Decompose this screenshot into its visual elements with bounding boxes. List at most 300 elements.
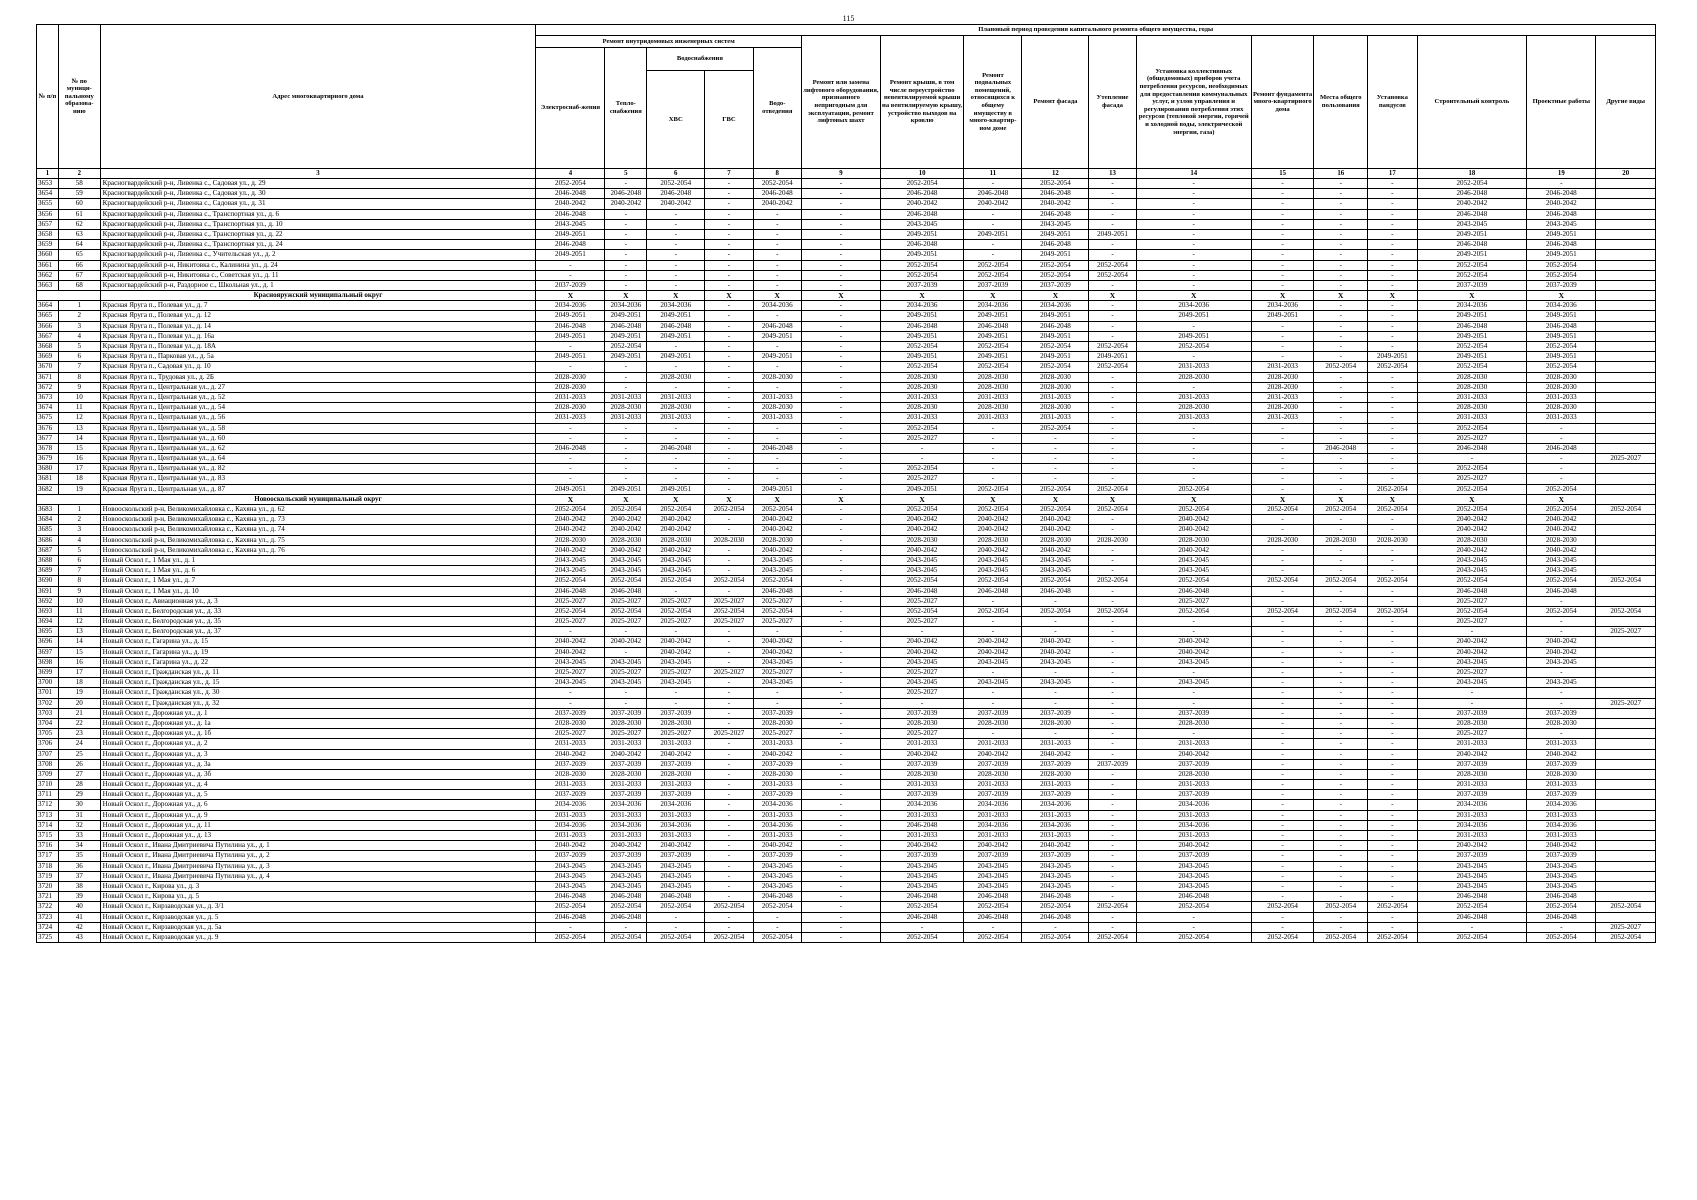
period-cell: - bbox=[1251, 566, 1314, 576]
period-cell: - bbox=[1368, 240, 1417, 250]
period-cell: - bbox=[605, 362, 647, 372]
table-row bbox=[37, 321, 1656, 331]
period-cell: 2028-2030 bbox=[964, 718, 1022, 728]
period-cell: - bbox=[1368, 301, 1417, 311]
address-cell: Новый Оскол г., Гражданская ул., д. 32 bbox=[100, 698, 536, 708]
period-cell: 2034-2036 bbox=[964, 301, 1022, 311]
period-cell: - bbox=[964, 617, 1022, 627]
period-cell: - bbox=[605, 270, 647, 280]
period-cell: 2052-2054 bbox=[1368, 505, 1417, 515]
period-cell: 2028-2030 bbox=[1417, 403, 1527, 413]
period-cell: - bbox=[1089, 729, 1136, 739]
period-cell: 2052-2054 bbox=[1089, 606, 1136, 616]
period-cell: - bbox=[1368, 555, 1417, 565]
period-cell: - bbox=[705, 342, 753, 352]
period-cell: 2043-2045 bbox=[1022, 555, 1089, 565]
period-cell: 2046-2048 bbox=[964, 321, 1022, 331]
period-cell: 2034-2036 bbox=[753, 820, 801, 830]
period-cell: 2037-2039 bbox=[536, 280, 605, 290]
column-number: 3 bbox=[100, 169, 536, 179]
period-cell: 2025-2027 bbox=[705, 617, 753, 627]
row-number: 3701 bbox=[37, 688, 59, 698]
row-number: 3669 bbox=[37, 352, 59, 362]
period-cell: - bbox=[1089, 749, 1136, 759]
period-cell: - bbox=[647, 698, 705, 708]
section-x-mark: X bbox=[801, 494, 880, 504]
municipal-number: 23 bbox=[58, 729, 100, 739]
municipal-number: 9 bbox=[58, 382, 100, 392]
period-cell: 2028-2030 bbox=[1417, 718, 1527, 728]
period-cell bbox=[1596, 362, 1656, 372]
period-cell: 2052-2054 bbox=[964, 362, 1022, 372]
period-cell: 2052-2054 bbox=[1417, 270, 1527, 280]
period-cell: 2046-2048 bbox=[1527, 443, 1596, 453]
period-cell: - bbox=[1136, 627, 1251, 637]
section-x-mark: X bbox=[801, 291, 880, 301]
period-cell: - bbox=[647, 627, 705, 637]
period-cell: - bbox=[1314, 922, 1368, 932]
period-cell: 2028-2030 bbox=[647, 403, 705, 413]
period-cell: - bbox=[1136, 270, 1251, 280]
period-cell: - bbox=[801, 759, 880, 769]
period-cell: 2037-2039 bbox=[1022, 851, 1089, 861]
period-cell: 2049-2051 bbox=[1417, 229, 1527, 239]
period-cell: - bbox=[1314, 871, 1368, 881]
row-number: 3658 bbox=[37, 229, 59, 239]
period-cell: 2049-2051 bbox=[605, 331, 647, 341]
section-x-mark: X bbox=[880, 494, 963, 504]
table-row bbox=[37, 688, 1656, 698]
period-cell: - bbox=[1251, 443, 1314, 453]
period-cell: - bbox=[605, 627, 647, 637]
period-cell: - bbox=[1089, 871, 1136, 881]
period-cell: 2052-2054 bbox=[1251, 606, 1314, 616]
period-cell: - bbox=[1251, 698, 1314, 708]
period-cell: 2031-2033 bbox=[964, 392, 1022, 402]
period-cell: - bbox=[705, 881, 753, 891]
period-cell: - bbox=[705, 240, 753, 250]
section-x-mark: X bbox=[1527, 291, 1596, 301]
period-cell bbox=[1596, 912, 1656, 922]
column-number: 5 bbox=[605, 169, 647, 179]
period-cell: - bbox=[880, 922, 963, 932]
period-cell: 2031-2033 bbox=[647, 780, 705, 790]
period-cell: 2031-2033 bbox=[1136, 362, 1251, 372]
period-cell: - bbox=[1314, 179, 1368, 189]
page-number: 115 bbox=[842, 14, 855, 23]
period-cell: 2031-2033 bbox=[536, 392, 605, 402]
period-cell: - bbox=[753, 342, 801, 352]
period-cell: 2043-2045 bbox=[1527, 881, 1596, 891]
period-cell: 2052-2054 bbox=[647, 902, 705, 912]
period-cell: 2052-2054 bbox=[964, 932, 1022, 942]
period-cell: - bbox=[753, 362, 801, 372]
period-cell: 2025-2027 bbox=[1417, 433, 1527, 443]
period-cell: - bbox=[1089, 311, 1136, 321]
period-cell: - bbox=[1368, 688, 1417, 698]
period-cell: - bbox=[705, 331, 753, 341]
period-cell: - bbox=[1136, 229, 1251, 239]
period-cell: - bbox=[801, 922, 880, 932]
period-cell: 2034-2036 bbox=[536, 301, 605, 311]
period-cell: - bbox=[801, 831, 880, 841]
period-cell: 2046-2048 bbox=[964, 912, 1022, 922]
period-cell: 2052-2054 bbox=[964, 606, 1022, 616]
period-cell: 2025-2027 bbox=[705, 729, 753, 739]
row-number: 3675 bbox=[37, 413, 59, 423]
period-cell: 2052-2054 bbox=[647, 576, 705, 586]
period-cell: - bbox=[705, 443, 753, 453]
period-cell: - bbox=[801, 240, 880, 250]
period-cell: 2043-2045 bbox=[1527, 566, 1596, 576]
period-cell: 2028-2030 bbox=[1251, 535, 1314, 545]
address-cell: Красногвардейский р-н, Ливенка с., Транспортная ул., д. 10 bbox=[100, 219, 536, 229]
period-cell: 2037-2039 bbox=[1527, 280, 1596, 290]
period-cell bbox=[1596, 739, 1656, 749]
period-cell: 2040-2042 bbox=[647, 647, 705, 657]
period-cell bbox=[1596, 637, 1656, 647]
period-cell: - bbox=[647, 586, 705, 596]
period-cell: 2028-2030 bbox=[605, 718, 647, 728]
period-cell: 2043-2045 bbox=[1527, 861, 1596, 871]
table-row bbox=[37, 474, 1656, 484]
period-cell: 2043-2045 bbox=[605, 657, 647, 667]
period-cell: - bbox=[536, 698, 605, 708]
table-row bbox=[37, 555, 1656, 565]
period-cell: - bbox=[801, 545, 880, 555]
table-row bbox=[37, 627, 1656, 637]
period-cell: - bbox=[964, 474, 1022, 484]
period-cell: 2052-2054 bbox=[536, 576, 605, 586]
period-cell bbox=[1596, 209, 1656, 219]
column-number: 19 bbox=[1527, 169, 1596, 179]
period-cell: 2037-2039 bbox=[605, 851, 647, 861]
period-cell: - bbox=[1368, 474, 1417, 484]
period-cell: - bbox=[605, 219, 647, 229]
period-cell: - bbox=[1251, 280, 1314, 290]
header-facade: Ремонт фасада bbox=[1022, 36, 1089, 169]
period-cell: 2049-2051 bbox=[647, 484, 705, 494]
period-cell: - bbox=[1368, 443, 1417, 453]
row-number: 3681 bbox=[37, 474, 59, 484]
period-cell: - bbox=[1251, 912, 1314, 922]
period-cell: - bbox=[605, 922, 647, 932]
table-row bbox=[37, 280, 1656, 290]
period-cell: 2040-2042 bbox=[1022, 637, 1089, 647]
header-engineering-group: Ремонт внутридомовых инженерных систем bbox=[536, 36, 802, 48]
period-cell: - bbox=[801, 657, 880, 667]
period-cell: 2043-2045 bbox=[605, 678, 647, 688]
period-cell: - bbox=[1089, 892, 1136, 902]
section-x-mark: X bbox=[1136, 291, 1251, 301]
period-cell: - bbox=[1314, 841, 1368, 851]
period-cell: 2031-2033 bbox=[1136, 392, 1251, 402]
period-cell: - bbox=[705, 790, 753, 800]
table-row bbox=[37, 464, 1656, 474]
period-cell: - bbox=[1368, 270, 1417, 280]
header-insulation: Утепление фасада bbox=[1089, 36, 1136, 169]
period-cell: 2052-2054 bbox=[753, 505, 801, 515]
period-cell: 2037-2039 bbox=[605, 708, 647, 718]
period-cell: - bbox=[705, 413, 753, 423]
period-cell: - bbox=[1314, 851, 1368, 861]
address-cell: Новый Оскол г., Кирзаводская ул., д. 9 bbox=[100, 932, 536, 942]
period-cell: - bbox=[801, 311, 880, 321]
municipal-number: 30 bbox=[58, 800, 100, 810]
section-x-mark bbox=[1596, 291, 1656, 301]
period-cell: - bbox=[753, 474, 801, 484]
period-cell: - bbox=[1527, 627, 1596, 637]
period-cell: - bbox=[1368, 250, 1417, 260]
row-number: 3709 bbox=[37, 769, 59, 779]
period-cell: 2046-2048 bbox=[1417, 240, 1527, 250]
period-cell: 2028-2030 bbox=[1089, 535, 1136, 545]
period-cell: - bbox=[1089, 790, 1136, 800]
municipal-number: 16 bbox=[58, 454, 100, 464]
period-cell: 2052-2054 bbox=[1251, 576, 1314, 586]
period-cell: - bbox=[1368, 790, 1417, 800]
period-cell: 2049-2051 bbox=[880, 229, 963, 239]
period-cell: - bbox=[1022, 617, 1089, 627]
period-cell: - bbox=[1368, 464, 1417, 474]
period-cell: 2052-2054 bbox=[880, 270, 963, 280]
period-cell: - bbox=[1089, 321, 1136, 331]
period-cell: 2031-2033 bbox=[1417, 831, 1527, 841]
period-cell: 2046-2048 bbox=[753, 892, 801, 902]
period-cell: 2052-2054 bbox=[1136, 484, 1251, 494]
address-cell: Красная Яруга п., Центральная ул., д. 83 bbox=[100, 474, 536, 484]
table-row bbox=[37, 515, 1656, 525]
period-cell: - bbox=[705, 586, 753, 596]
period-cell: - bbox=[647, 433, 705, 443]
period-cell: 2052-2054 bbox=[1314, 362, 1368, 372]
address-cell: Красногвардейский р-н, Раздорное с., Школьная ул., д. 1 bbox=[100, 280, 536, 290]
period-cell: - bbox=[801, 902, 880, 912]
period-cell: - bbox=[1089, 199, 1136, 209]
period-cell: - bbox=[1314, 331, 1368, 341]
period-cell: - bbox=[1251, 688, 1314, 698]
period-cell: 2052-2054 bbox=[705, 505, 753, 515]
period-cell: 2049-2051 bbox=[1417, 250, 1527, 260]
period-cell: - bbox=[1251, 820, 1314, 830]
period-cell: 2031-2033 bbox=[1417, 739, 1527, 749]
period-cell: - bbox=[1314, 311, 1368, 321]
period-cell: - bbox=[1136, 922, 1251, 932]
period-cell: - bbox=[605, 443, 647, 453]
period-cell: 2031-2033 bbox=[536, 739, 605, 749]
period-cell: 2040-2042 bbox=[536, 637, 605, 647]
header-address: Адрес многоквартирного дома bbox=[100, 25, 536, 169]
table-row bbox=[37, 179, 1656, 189]
period-cell: 2043-2045 bbox=[753, 566, 801, 576]
period-cell bbox=[1596, 443, 1656, 453]
period-cell: - bbox=[1136, 280, 1251, 290]
period-cell: - bbox=[1314, 566, 1368, 576]
period-cell: 2031-2033 bbox=[753, 413, 801, 423]
row-number: 3673 bbox=[37, 392, 59, 402]
period-cell: - bbox=[964, 443, 1022, 453]
period-cell: 2049-2051 bbox=[1022, 331, 1089, 341]
period-cell: - bbox=[1314, 912, 1368, 922]
period-cell: - bbox=[1022, 443, 1089, 453]
municipal-number: 68 bbox=[58, 280, 100, 290]
period-cell: - bbox=[705, 637, 753, 647]
period-cell: 2028-2030 bbox=[1527, 769, 1596, 779]
period-cell: - bbox=[1136, 464, 1251, 474]
section-x-mark: X bbox=[964, 291, 1022, 301]
period-cell: - bbox=[1527, 596, 1596, 606]
period-cell: - bbox=[1314, 657, 1368, 667]
header-other: Другие виды bbox=[1596, 36, 1656, 169]
period-cell: - bbox=[1136, 454, 1251, 464]
period-cell: - bbox=[1368, 800, 1417, 810]
row-number: 3708 bbox=[37, 759, 59, 769]
period-cell: - bbox=[705, 403, 753, 413]
period-cell: 2040-2042 bbox=[536, 749, 605, 759]
period-cell: - bbox=[1314, 382, 1368, 392]
municipal-number: 42 bbox=[58, 922, 100, 932]
address-cell: Красная Яруга п., Полевая ул., д. 16а bbox=[100, 331, 536, 341]
period-cell: - bbox=[705, 515, 753, 525]
period-cell: 2025-2027 bbox=[647, 596, 705, 606]
period-cell: - bbox=[1368, 219, 1417, 229]
table-row bbox=[37, 932, 1656, 942]
section-x-mark: X bbox=[1527, 494, 1596, 504]
period-cell: 2052-2054 bbox=[1596, 902, 1656, 912]
period-cell: 2034-2036 bbox=[536, 820, 605, 830]
period-cell: - bbox=[1314, 647, 1368, 657]
municipal-number: 32 bbox=[58, 820, 100, 830]
period-cell: - bbox=[536, 423, 605, 433]
period-cell: - bbox=[1368, 718, 1417, 728]
period-cell bbox=[1596, 535, 1656, 545]
period-cell bbox=[1596, 189, 1656, 199]
period-cell: 2040-2042 bbox=[1136, 749, 1251, 759]
period-cell: - bbox=[1251, 189, 1314, 199]
section-x-mark: X bbox=[1136, 494, 1251, 504]
address-cell: Новый Оскол г., Дорожная ул., д. 2 bbox=[100, 739, 536, 749]
municipal-number: 27 bbox=[58, 769, 100, 779]
period-cell: 2046-2048 bbox=[1527, 892, 1596, 902]
period-cell bbox=[1596, 392, 1656, 402]
period-cell: - bbox=[1368, 820, 1417, 830]
municipal-number: 20 bbox=[58, 698, 100, 708]
period-cell: - bbox=[1314, 270, 1368, 280]
period-cell: - bbox=[705, 209, 753, 219]
period-cell: 2031-2033 bbox=[880, 392, 963, 402]
period-cell: 2037-2039 bbox=[647, 759, 705, 769]
period-cell bbox=[1596, 810, 1656, 820]
period-cell: 2040-2042 bbox=[1417, 545, 1527, 555]
period-cell: - bbox=[705, 219, 753, 229]
period-cell: - bbox=[1314, 820, 1368, 830]
period-cell: 2046-2048 bbox=[1022, 892, 1089, 902]
period-cell: - bbox=[753, 627, 801, 637]
period-cell: - bbox=[964, 250, 1022, 260]
period-cell: - bbox=[1314, 545, 1368, 555]
period-cell: - bbox=[1368, 780, 1417, 790]
period-cell: 2037-2039 bbox=[753, 851, 801, 861]
period-cell: - bbox=[1314, 219, 1368, 229]
period-cell: 2046-2048 bbox=[536, 443, 605, 453]
period-cell: 2043-2045 bbox=[964, 861, 1022, 871]
period-cell: 2052-2054 bbox=[647, 932, 705, 942]
address-cell: Новый Оскол г., Кирзаводская ул., д. 5 bbox=[100, 912, 536, 922]
period-cell: - bbox=[536, 464, 605, 474]
municipal-number: 43 bbox=[58, 932, 100, 942]
period-cell: 2049-2051 bbox=[605, 352, 647, 362]
period-cell: - bbox=[1136, 250, 1251, 260]
period-cell: - bbox=[801, 810, 880, 820]
period-cell: 2052-2054 bbox=[647, 179, 705, 189]
period-cell: 2046-2048 bbox=[605, 586, 647, 596]
period-cell: - bbox=[705, 229, 753, 239]
period-cell: 2043-2045 bbox=[753, 881, 801, 891]
header-meters: Установка коллективных (общедомовых) приборов учета потребления ресурсов, необходимых для предоставления коммунальных услуг, и узлов управления и регулирования потребления этих ресурсов (тепловой энергии, горячей и холодной воды, электрической энергии, газа) bbox=[1136, 36, 1251, 169]
period-cell: 2052-2054 bbox=[1417, 484, 1527, 494]
period-cell: 2040-2042 bbox=[605, 515, 647, 525]
period-cell: 2031-2033 bbox=[1022, 810, 1089, 820]
period-cell: 2028-2030 bbox=[1527, 403, 1596, 413]
period-cell: 2037-2039 bbox=[880, 280, 963, 290]
period-cell: 2031-2033 bbox=[964, 810, 1022, 820]
period-cell bbox=[1596, 647, 1656, 657]
period-cell: - bbox=[536, 362, 605, 372]
period-cell: - bbox=[705, 922, 753, 932]
period-cell: 2037-2039 bbox=[1089, 759, 1136, 769]
table-row bbox=[37, 362, 1656, 372]
period-cell: 2052-2054 bbox=[647, 606, 705, 616]
table-row bbox=[37, 240, 1656, 250]
period-cell: - bbox=[801, 423, 880, 433]
period-cell: - bbox=[1089, 881, 1136, 891]
period-cell: 2025-2027 bbox=[647, 668, 705, 678]
period-cell: - bbox=[964, 464, 1022, 474]
period-cell: - bbox=[647, 250, 705, 260]
period-cell: 2046-2048 bbox=[605, 892, 647, 902]
header-muni-num: № по муници-пальному образова-нию bbox=[58, 25, 100, 169]
period-cell: 2043-2045 bbox=[753, 861, 801, 871]
period-cell: - bbox=[1314, 586, 1368, 596]
table-row bbox=[37, 851, 1656, 861]
address-cell: Красная Яруга п., Центральная ул., д. 62 bbox=[100, 443, 536, 453]
period-cell: 2049-2051 bbox=[1417, 331, 1527, 341]
address-cell: Новый Оскол г., 1 Мая ул., д. 7 bbox=[100, 576, 536, 586]
period-cell: - bbox=[647, 362, 705, 372]
period-cell: - bbox=[964, 209, 1022, 219]
period-cell: 2046-2048 bbox=[1136, 892, 1251, 902]
period-cell: 2040-2042 bbox=[647, 545, 705, 555]
period-cell: - bbox=[1136, 698, 1251, 708]
municipal-number: 60 bbox=[58, 199, 100, 209]
row-number: 3663 bbox=[37, 280, 59, 290]
period-cell: 2025-2027 bbox=[536, 668, 605, 678]
row-number: 3688 bbox=[37, 555, 59, 565]
period-cell: - bbox=[1527, 423, 1596, 433]
address-cell: Красная Яруга п., Центральная ул., д. 27 bbox=[100, 382, 536, 392]
address-cell: Новый Оскол г., Гагарина ул., д. 19 bbox=[100, 647, 536, 657]
period-cell: 2049-2051 bbox=[1136, 331, 1251, 341]
period-cell: 2049-2051 bbox=[964, 311, 1022, 321]
municipal-number: 16 bbox=[58, 657, 100, 667]
municipal-number: 11 bbox=[58, 606, 100, 616]
period-cell: - bbox=[1314, 596, 1368, 606]
address-cell: Красногвардейский р-н, Ливенка с., Садовая ул., д. 29 bbox=[100, 179, 536, 189]
period-cell bbox=[1596, 881, 1656, 891]
period-cell: 2028-2030 bbox=[1527, 718, 1596, 728]
period-cell: 2049-2051 bbox=[1022, 250, 1089, 260]
period-cell bbox=[1596, 657, 1656, 667]
